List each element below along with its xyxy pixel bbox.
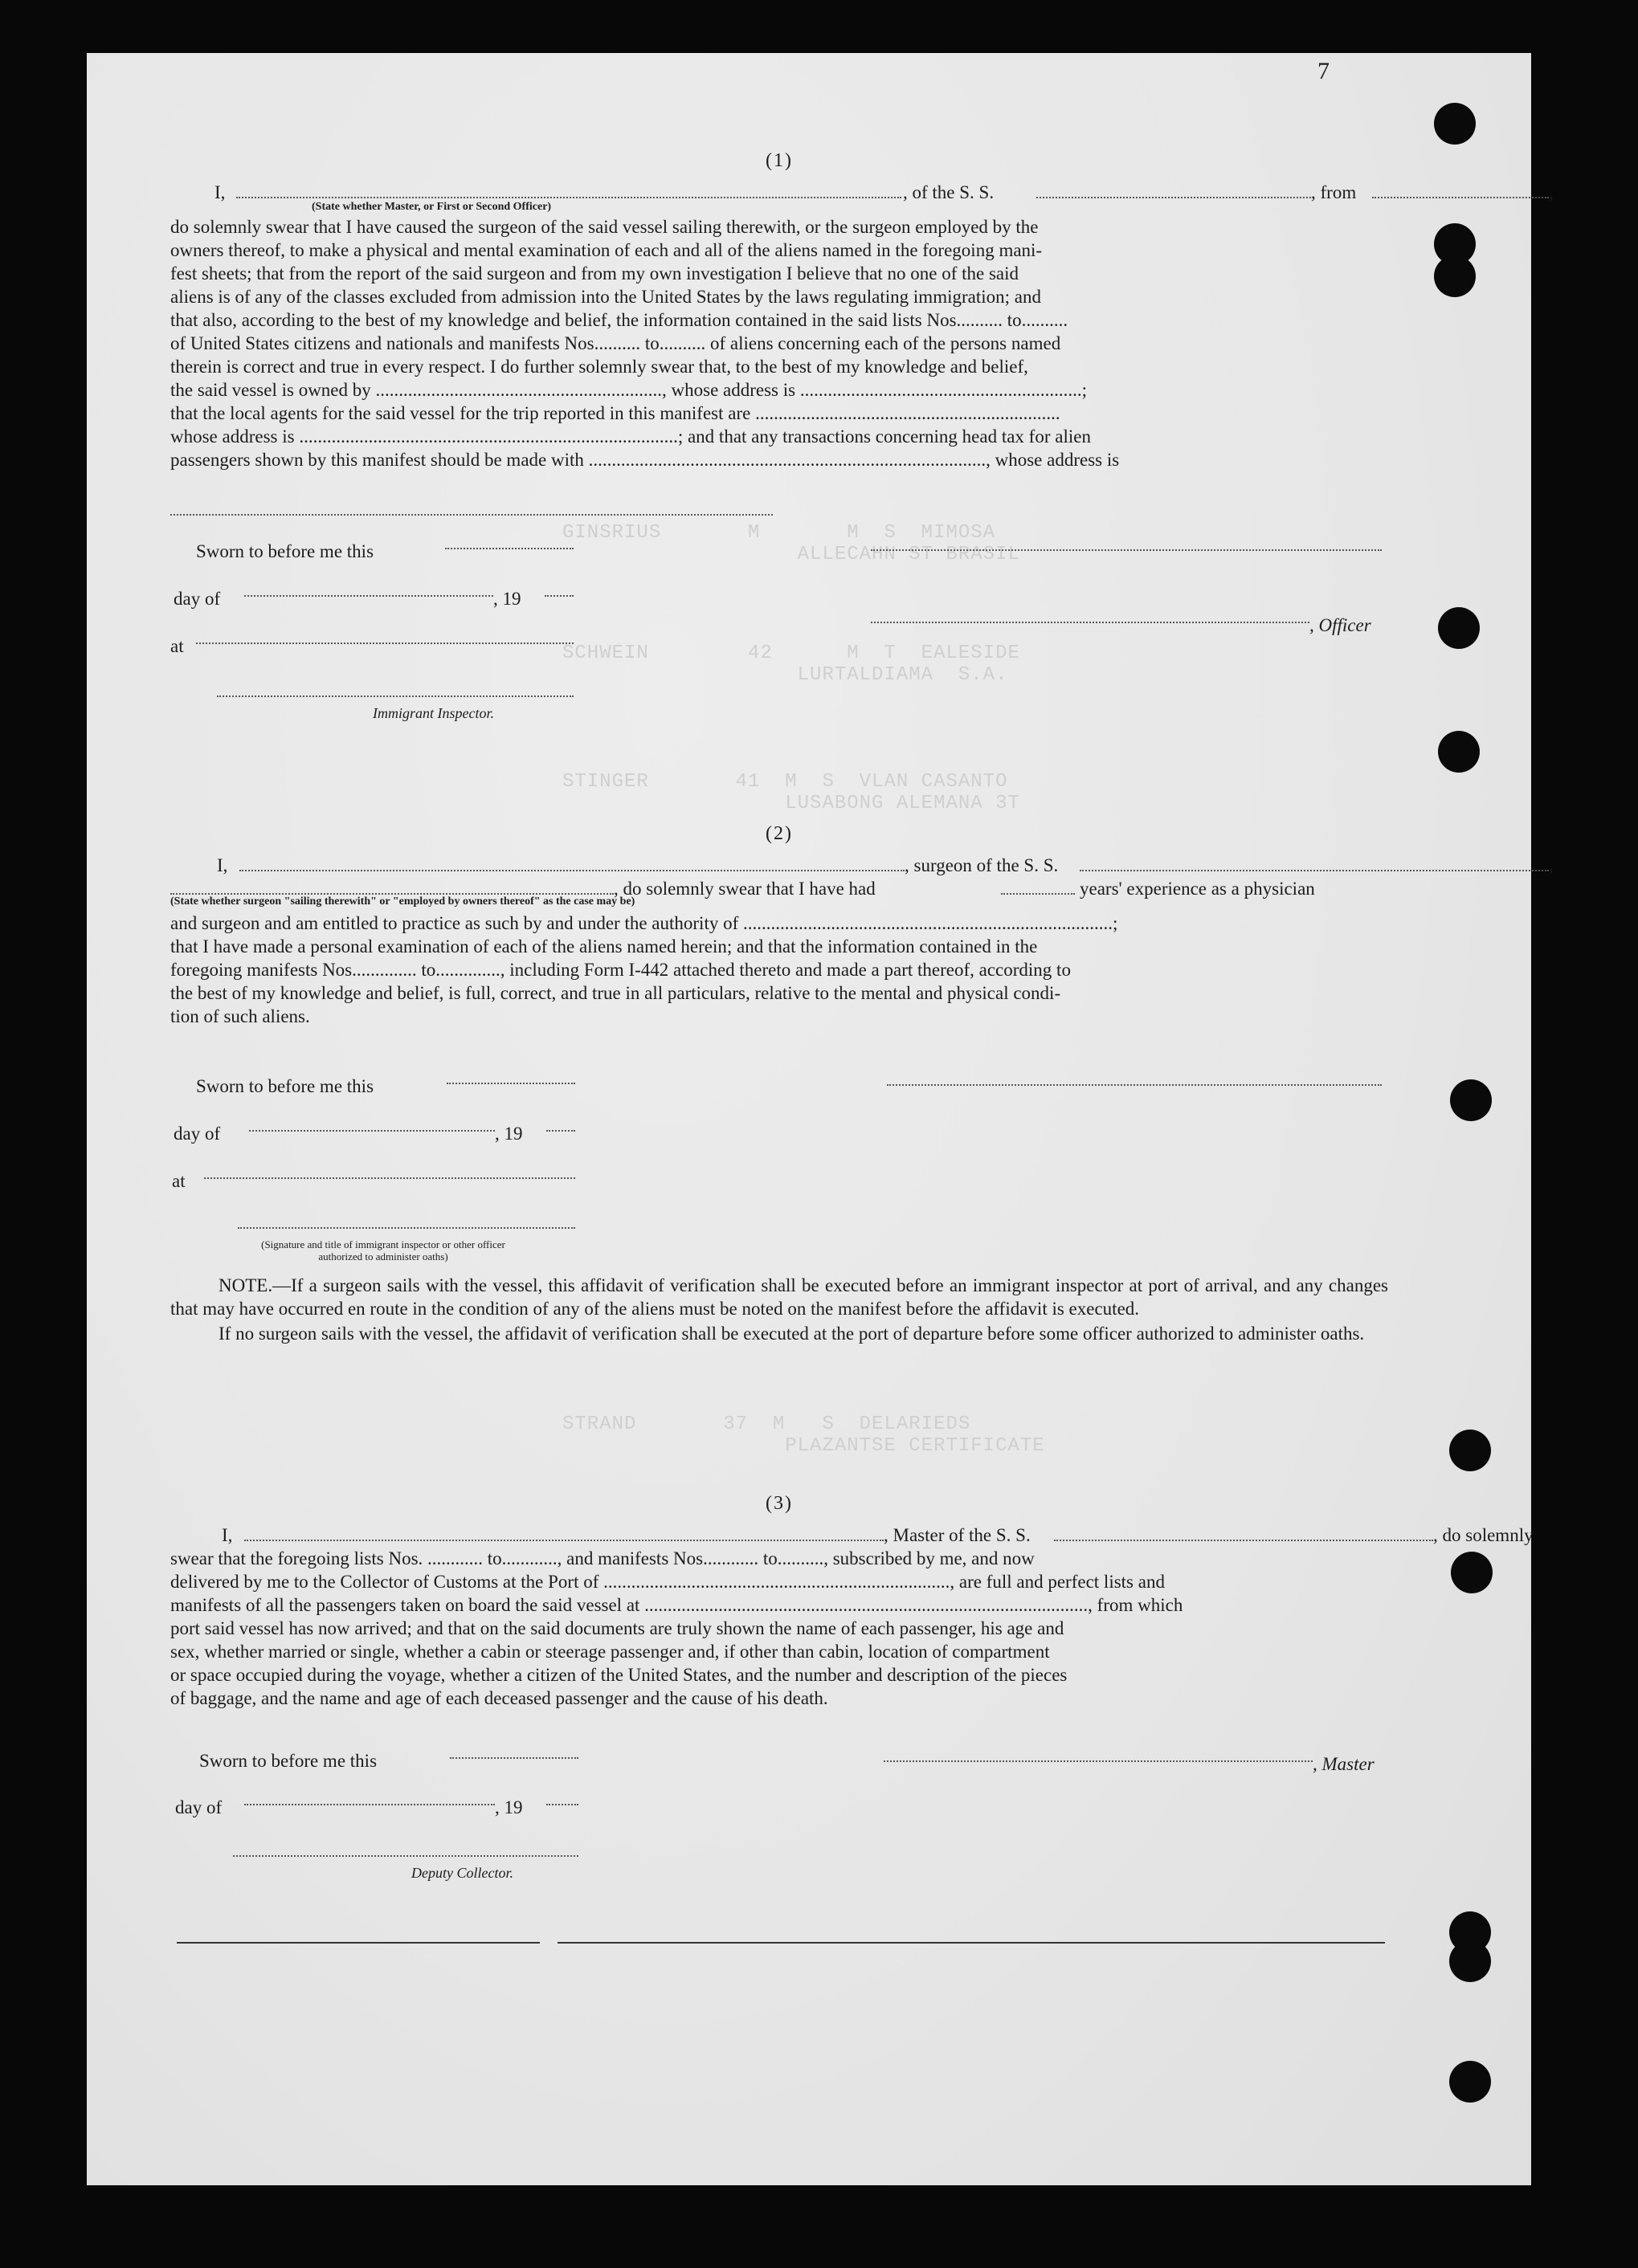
line-master: I, , of the S. S. , from , [214,182,1554,202]
officer-label: , Officer [1309,615,1371,635]
punch-hole [1438,731,1480,773]
collector-line [233,1855,578,1857]
punch-hole [1434,103,1476,145]
address-line [170,514,773,516]
punch-hole [1438,607,1480,649]
year-label: , 19 [493,589,521,609]
note-label: NOTE. [219,1275,273,1295]
at-label: at [172,1171,186,1191]
section-number: (2) [766,823,793,844]
punch-hole [1449,1430,1491,1471]
line-surgeon: I, , surgeon of the S. S. , [217,855,1554,875]
day-of-label: day of [174,1124,221,1144]
bottom-rule-left [177,1942,540,1944]
bottom-rule-right [558,1942,1385,1944]
line-master-note: (State whether Master, or First or Second Officer) [312,201,552,213]
signature-line [871,549,1382,551]
master-signature-line [884,1760,1313,1762]
section-2-body: and surgeon and am entitled to practice as such by and under the authority of ................................................................................; that I have made a personal examination of each of the aliens named herein; and that the information contained in the foregoing manifests Nos.............. to.............., including Form I-442 attached thereto and made a part thereof, according to the best of my knowledge and belief, is full, correct, and true in all particulars, relative to the mental and physical condi- tion of such aliens. [170,913,1118,1026]
corner-mark: 7 [1317,58,1330,84]
section-1-body: do solemnly swear that I have caused the surgeon of the said vessel sailing therewith, or the surgeon employed by the owners thereof, to make a physical and mental examination of each and all of the aliens named in the foregoing mani- fest sheets; that from the report of the said surgeon and from my own investigation I believe that no one of the said aliens is of any of the classes excluded from admission into the United States by the laws regulating immigration; and that also, according to the best of my knowledge and belief, the information contained in the said lists Nos.......... to.......... of United States citizens and nationals and manifests Nos.......... to.......... of aliens concerning each of the persons named therein is correct and true in every respect. I do further solemnly swear that, to the best of my knowledge and belief, the said vessel is owned by .............................................................., whose address is .............................................................; that the local agents for the said vessel for the trip reported in this manifest are .................................................................. whose address is ..................................................................................; and that any transactions concerning head tax for alien passengers shown by this manifest should be made with ......................................................................................, whose address is [170,217,1120,470]
bleed-through-3: STINGER 41 M S VLAN CASANTO LUSABONG ALEMANA 3T [562,771,1020,814]
sworn-label: Sworn to before me this [196,541,374,561]
year-label: , 19 [495,1124,523,1144]
punch-hole [1449,1940,1491,1982]
punch-hole [1434,255,1476,297]
officer-line [871,622,1309,623]
inspector-label: Immigrant Inspector. [373,705,494,721]
punch-hole [1450,1079,1492,1121]
section-number: (3) [766,1493,793,1514]
line-experience-note: (State whether surgeon "sailing therewith" or "employed by owners thereof" as the case may be) [170,895,635,908]
bleed-through-2: SCHWEIN 42 M T EALESIDE LURTALDIAMA S.A. [562,642,1020,686]
section-1 [170,149,1554,471]
bleed-through-1: GINSRIUS M M S MIMOSA ALLECAHN ST BRASIL [562,522,1020,565]
year-label: , 19 [495,1797,523,1817]
line-master-3: I, , Master of the S. S. , do solemnly [222,1525,1534,1545]
inspector-line [238,1227,575,1229]
line-experience: , do solemnly swear that I have had years' experience as a physician [170,877,1388,900]
day-of-label: day of [174,589,221,609]
signature-note: (Signature and title of immigrant inspector or other officer authorized to administer oaths) [261,1238,505,1262]
sworn-label: Sworn to before me this [196,1076,374,1096]
section-3 [170,1492,1534,1710]
collector-label: Deputy Collector. [411,1865,513,1881]
section-3-body: swear that the foregoing lists Nos. ............ to............, and manifests Nos............ to.........., subscribed by me, and now delivered by me to the Collector of Customs at the Port of ..........................................................................., are full and perfect lists and manifests of all the passengers taken on board the said vessel at ................................................................................................, from which port said vessel has now arrived; and that on the said documents are truly shown the name of each passenger, his age and sex, whether married or single, whether a cabin or steerage passenger and, if other than cabin, location of compartment or space occupied during the voyage, whether a citizen of the United States, and the number and description of the pieces of baggage, and the name and age of each deceased passenger and the cause of his death. [170,1548,1183,1708]
master-label: , Master [1313,1754,1375,1774]
inspector-line [217,695,574,697]
sworn-label: Sworn to before me this [199,1751,378,1771]
section-number: (1) [766,150,793,171]
surgeon-signature-line [887,1084,1382,1086]
section-2 [170,822,1554,1028]
punch-hole [1449,2061,1491,2103]
day-of-label: day of [175,1797,223,1817]
at-label: at [170,636,184,656]
section-2-note: NOTE.—If a surgeon sails with the vessel, this affidavit of verification shall be executed before an immigrant inspector at port of arrival, and any changes that may have occurred en route in the condition of any of the aliens must be noted on the manifest before the affidavit is executed. If no surgeon sails with the vessel, the affidavit of verification shall be executed at the port of departure before some officer authorized to administer oaths. [170,1275,1388,1344]
punch-hole [1451,1552,1493,1593]
bleed-through-4: STRAND 37 M S DELARIEDS PLAZANTSE CERTIFICATE [562,1413,1045,1457]
